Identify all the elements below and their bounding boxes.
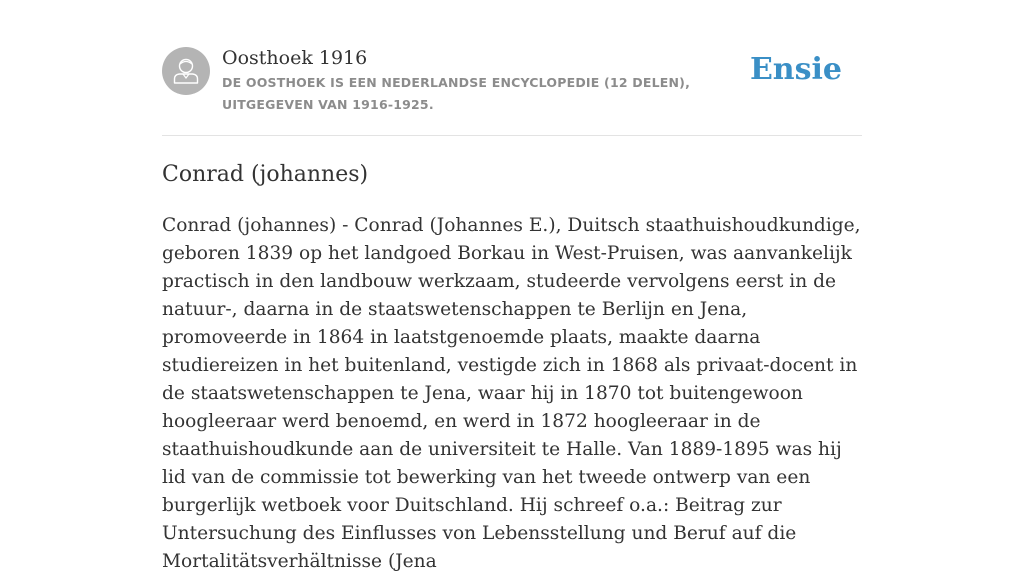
ensie-logo[interactable]: Ensie bbox=[749, 52, 842, 87]
source-title[interactable]: Oosthoek 1916 bbox=[222, 47, 368, 69]
source-avatar[interactable] bbox=[162, 47, 210, 95]
entry-title: Conrad (johannes) bbox=[162, 162, 369, 187]
header-divider bbox=[162, 135, 862, 136]
entry-body: Conrad (johannes) - Conrad (Johannes E.), Duitsch staathuishoudkundige, geboren 1839 op het landgoed Borkau in West-Pruisen, was aanvankelijk practisch in den landbouw werkzaam, studeerde vervolgens eerst in de natuur-, daarna in de staatswetenschappen te Berlijn en Jena, promoveerde in 1864 in laatstgenoemde plaats, maakte daarna studiereizen in het buitenland, vestigde zich in 1868 als privaat-docent in de staatswetenschappen te Jena, waar hij in 1870 tot buitengewoon hoogleeraar werd benoemd, en werd in 1872 hoogleeraar in de staathuishoudkunde aan de universiteit te Halle. Van 1889-1895 was hij lid van de commissie tot bewerking van het tweede ontwerp van een burgerlijk wetboek voor Duitschland. Hij schreef o.a.: Beitrag zur Untersuchung des Einflusses von Lebensstellung und Beruf auf die Mortalitätsverhältnisse (Jena bbox=[162, 215, 861, 572]
source-header bbox=[162, 46, 862, 116]
source-description: DE OOSTHOEK IS EEN NEDERLANDSE ENCYCLOPEDIE (12 DELEN), UITGEGEVEN VAN 1916-1925. bbox=[222, 75, 691, 112]
user-outline-icon bbox=[162, 47, 210, 95]
